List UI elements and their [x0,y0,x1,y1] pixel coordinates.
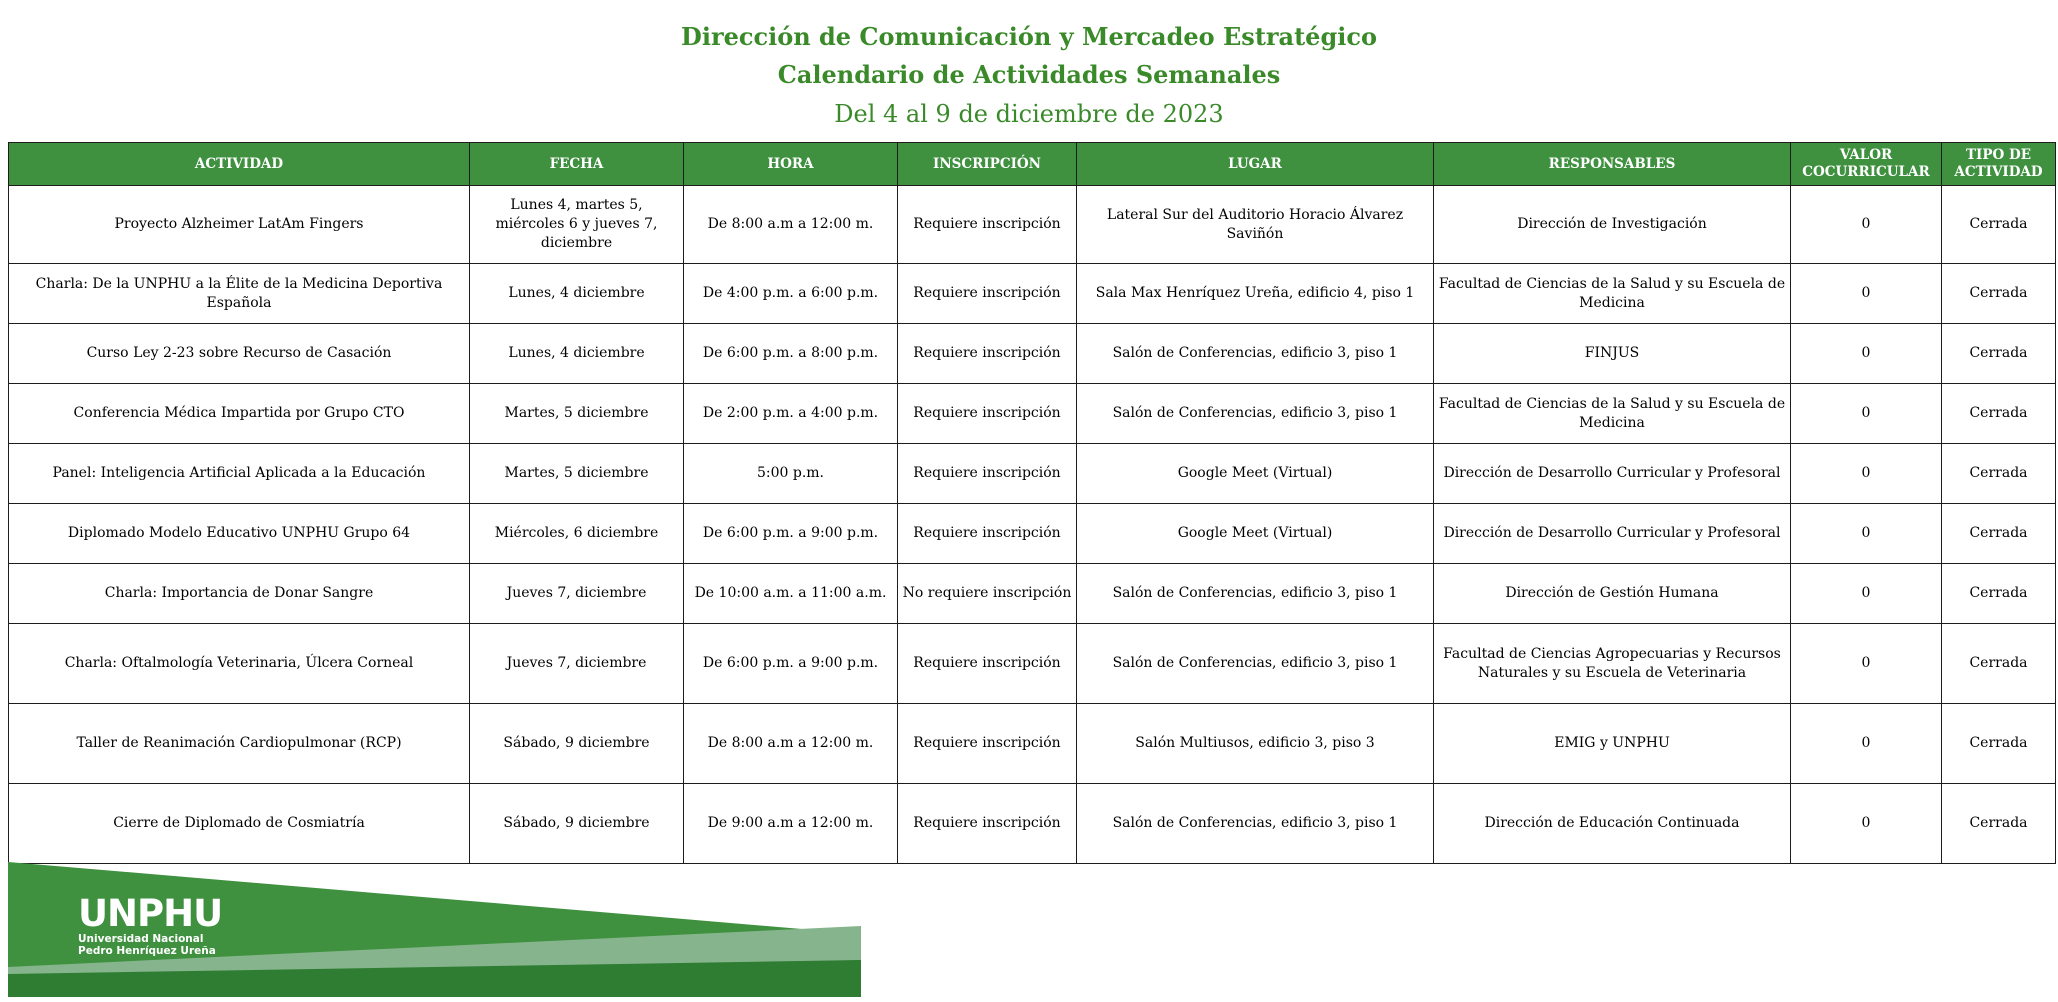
cell-tipo: Cerrada [1942,624,2056,704]
cell-valor: 0 [1791,504,1942,564]
document-header [0,18,2058,134]
cell-inscripcion: Requiere inscripción [898,444,1077,504]
cell-actividad: Charla: Importancia de Donar Sangre [9,564,470,624]
cell-inscripcion: Requiere inscripción [898,384,1077,444]
cell-tipo: Cerrada [1942,444,2056,504]
cell-hora: De 6:00 p.m. a 9:00 p.m. [684,624,898,704]
cell-fecha: Sábado, 9 diciembre [470,704,684,784]
cell-tipo: Cerrada [1942,186,2056,264]
cell-inscripcion: Requiere inscripción [898,504,1077,564]
cell-valor: 0 [1791,564,1942,624]
cell-responsables: Dirección de Desarrollo Curricular y Profesoral [1434,444,1791,504]
cell-fecha: Lunes, 4 diciembre [470,324,684,384]
cell-responsables: EMIG y UNPHU [1434,704,1791,784]
cell-hora: De 10:00 a.m. a 11:00 a.m. [684,564,898,624]
cell-fecha: Jueves 7, diciembre [470,564,684,624]
cell-lugar: Salón de Conferencias, edificio 3, piso 1 [1077,564,1434,624]
column-header-valor-cocurricular: VALOR COCURRICULAR [1791,143,1942,186]
cell-hora: De 9:00 a.m a 12:00 m. [684,784,898,864]
cell-fecha: Jueves 7, diciembre [470,624,684,704]
cell-lugar: Lateral Sur del Auditorio Horacio Álvarez Saviñón [1077,186,1434,264]
cell-inscripcion: Requiere inscripción [898,186,1077,264]
table-row [9,264,2056,324]
cell-fecha: Miércoles, 6 diciembre [470,504,684,564]
cell-tipo: Cerrada [1942,564,2056,624]
unphu-logo [78,892,223,957]
cell-responsables: FINJUS [1434,324,1791,384]
cell-valor: 0 [1791,704,1942,784]
cell-valor: 0 [1791,624,1942,704]
column-header-responsables: RESPONSABLES [1434,143,1791,186]
cell-tipo: Cerrada [1942,384,2056,444]
cell-fecha: Martes, 5 diciembre [470,384,684,444]
cell-hora: De 2:00 p.m. a 4:00 p.m. [684,384,898,444]
column-header-lugar: LUGAR [1077,143,1434,186]
column-header-inscripcion: INSCRIPCIÓN [898,143,1077,186]
cell-responsables: Facultad de Ciencias Agropecuarias y Recursos Naturales y su Escuela de Veterinaria [1434,624,1791,704]
cell-lugar: Salón Multiusos, edificio 3, piso 3 [1077,704,1434,784]
date-range: Del 4 al 9 de diciembre de 2023 [834,100,1224,128]
column-header-hora: HORA [684,143,898,186]
calendar-title: Calendario de Actividades Semanales [777,60,1281,89]
department-title: Dirección de Comunicación y Mercadeo Estratégico [681,22,1377,51]
cell-responsables: Dirección de Investigación [1434,186,1791,264]
cell-tipo: Cerrada [1942,264,2056,324]
cell-actividad: Taller de Reanimación Cardiopulmonar (RCP) [9,704,470,784]
cell-lugar: Salón de Conferencias, edificio 3, piso 1 [1077,324,1434,384]
cell-valor: 0 [1791,324,1942,384]
cell-valor: 0 [1791,186,1942,264]
column-header-fecha: FECHA [470,143,684,186]
cell-valor: 0 [1791,384,1942,444]
cell-lugar: Salón de Conferencias, edificio 3, piso 1 [1077,384,1434,444]
cell-tipo: Cerrada [1942,784,2056,864]
cell-lugar: Salón de Conferencias, edificio 3, piso 1 [1077,624,1434,704]
cell-responsables: Dirección de Desarrollo Curricular y Profesoral [1434,504,1791,564]
cell-inscripcion: Requiere inscripción [898,324,1077,384]
cell-lugar: Salón de Conferencias, edificio 3, piso 1 [1077,784,1434,864]
cell-tipo: Cerrada [1942,704,2056,784]
cell-hora: De 4:00 p.m. a 6:00 p.m. [684,264,898,324]
cell-hora: 5:00 p.m. [684,444,898,504]
cell-inscripcion: No requiere inscripción [898,564,1077,624]
cell-hora: De 6:00 p.m. a 8:00 p.m. [684,324,898,384]
table-row [9,384,2056,444]
cell-responsables: Facultad de Ciencias de la Salud y su Escuela de Medicina [1434,264,1791,324]
cell-fecha: Lunes, 4 diciembre [470,264,684,324]
table-row [9,444,2056,504]
cell-tipo: Cerrada [1942,324,2056,384]
table-row [9,186,2056,264]
cell-responsables: Dirección de Gestión Humana [1434,564,1791,624]
cell-fecha: Lunes 4, martes 5, miércoles 6 y jueves 7, diciembre [470,186,684,264]
cell-hora: De 8:00 a.m a 12:00 m. [684,704,898,784]
logo-subtitle-line2: Pedro Henríquez Ureña [78,945,216,957]
activities-table [8,142,2056,864]
cell-actividad: Proyecto Alzheimer LatAm Fingers [9,186,470,264]
logo-wordmark: UNPHU [78,892,223,935]
table-row [9,704,2056,784]
cell-responsables: Dirección de Educación Continuada [1434,784,1791,864]
table-header-row [9,143,2056,186]
cell-actividad: Cierre de Diplomado de Cosmiatría [9,784,470,864]
cell-inscripcion: Requiere inscripción [898,704,1077,784]
cell-inscripcion: Requiere inscripción [898,264,1077,324]
table-row [9,784,2056,864]
cell-lugar: Google Meet (Virtual) [1077,504,1434,564]
cell-inscripcion: Requiere inscripción [898,784,1077,864]
cell-actividad: Charla: Oftalmología Veterinaria, Úlcera Corneal [9,624,470,704]
cell-valor: 0 [1791,444,1942,504]
cell-lugar: Sala Max Henríquez Ureña, edificio 4, piso 1 [1077,264,1434,324]
column-header-tipo-de-actividad: TIPO DE ACTIVIDAD [1942,143,2056,186]
cell-actividad: Curso Ley 2-23 sobre Recurso de Casación [9,324,470,384]
cell-lugar: Google Meet (Virtual) [1077,444,1434,504]
logo-subtitle-line1: Universidad Nacional [78,933,204,945]
table-row [9,324,2056,384]
table-row [9,624,2056,704]
column-header-actividad: ACTIVIDAD [9,143,470,186]
cell-valor: 0 [1791,784,1942,864]
cell-hora: De 8:00 a.m a 12:00 m. [684,186,898,264]
cell-fecha: Martes, 5 diciembre [470,444,684,504]
cell-actividad: Panel: Inteligencia Artificial Aplicada a la Educación [9,444,470,504]
cell-tipo: Cerrada [1942,504,2056,564]
cell-actividad: Charla: De la UNPHU a la Élite de la Medicina Deportiva Española [9,264,470,324]
cell-actividad: Conferencia Médica Impartida por Grupo CTO [9,384,470,444]
cell-responsables: Facultad de Ciencias de la Salud y su Escuela de Medicina [1434,384,1791,444]
cell-hora: De 6:00 p.m. a 9:00 p.m. [684,504,898,564]
table-row [9,504,2056,564]
table-row [9,564,2056,624]
cell-fecha: Sábado, 9 diciembre [470,784,684,864]
cell-valor: 0 [1791,264,1942,324]
cell-actividad: Diplomado Modelo Educativo UNPHU Grupo 64 [9,504,470,564]
cell-inscripcion: Requiere inscripción [898,624,1077,704]
